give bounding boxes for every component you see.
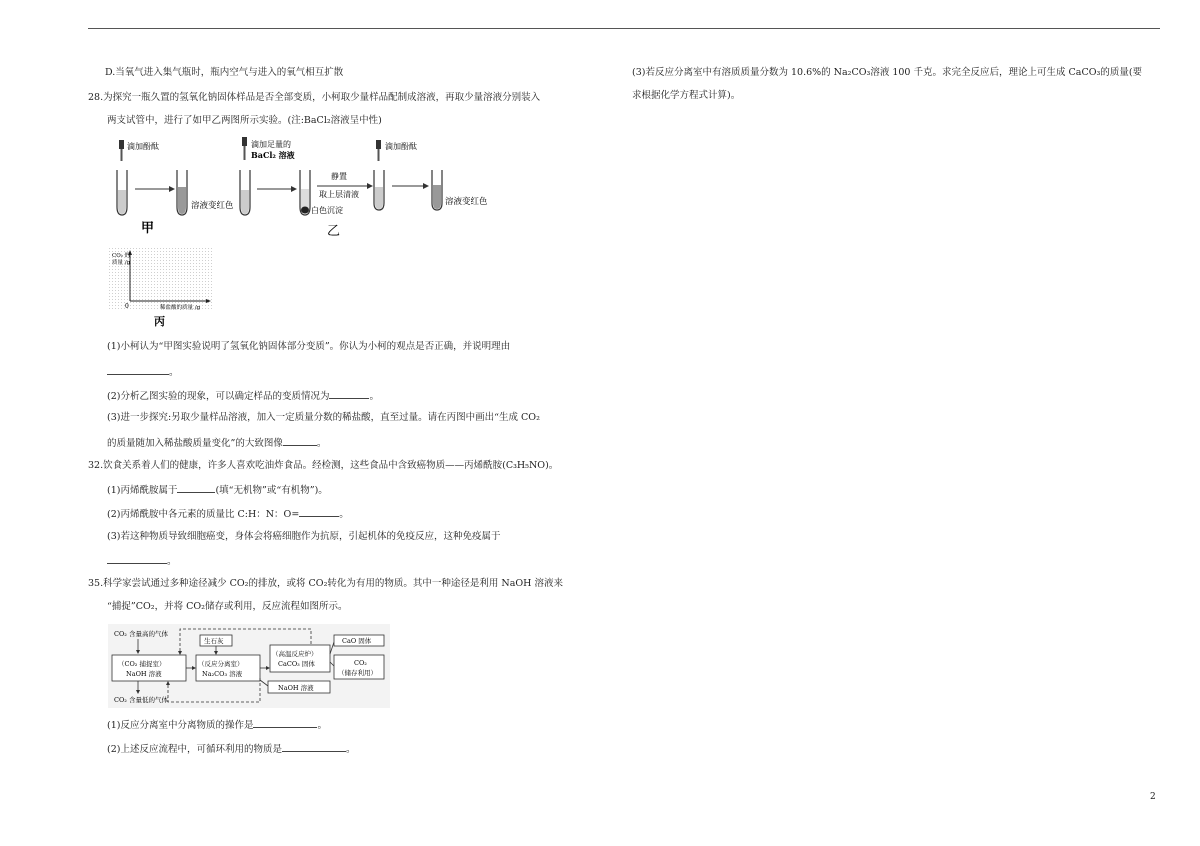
arrow-icon: [135, 186, 175, 192]
flow-naoh: NaOH 溶液: [278, 684, 314, 692]
q35-stem-line2: “捕捉”CO₂，并将 CO₂储存或利用，反应流程如图所示。: [107, 601, 348, 612]
flow-cao: CaO 固体: [342, 637, 372, 645]
flow-input-gas: CO₂ 含量高的气体: [114, 630, 168, 638]
bing-caption: 丙: [154, 315, 165, 328]
answer-blank[interactable]: [177, 483, 215, 493]
jia-dropper-label: 滴加酚酞: [127, 142, 159, 151]
y-axis-label-2: 质量 /g: [112, 260, 131, 266]
q28-part2: (2)分析乙图实验的现象，可以确定样品的变质情况为 。: [107, 391, 379, 402]
q35-flow-diagram: [108, 624, 390, 708]
answer-blank[interactable]: [253, 718, 317, 728]
test-tube-icon: [432, 170, 442, 210]
answer-blank[interactable]: [329, 389, 369, 399]
q28-figure-jia-yi: [105, 135, 505, 239]
answer-blank[interactable]: [283, 436, 317, 446]
page-number: 2: [1150, 792, 1156, 802]
q28-part1-answer: 。: [107, 365, 179, 379]
q32-part3: (3)若这种物质导致细胞癌变，身体会将癌细胞作为抗原，引起机体的免疫反应，这种免疫属于: [107, 531, 501, 542]
flow-sep-2: Na₂CO₃ 溶液: [202, 670, 243, 678]
origin-label: 0: [125, 303, 129, 310]
answer-blank[interactable]: [107, 554, 167, 564]
dropper-icon: [242, 137, 247, 160]
arrow-icon: [257, 186, 297, 192]
flow-furnace-2: CaCO₃ 固体: [278, 660, 315, 668]
answer-blank[interactable]: [107, 365, 169, 375]
test-tube-icon: [374, 170, 384, 210]
q32-part2: (2)丙烯酰胺中各元素的质量比 C:H：N：O= 。: [107, 509, 349, 520]
q32-stem: 32.饮食关系着人们的健康，许多人喜欢吃油炸食品。经检测，这些食品中含致癌物质——丙烯酰胺(C₃H₅NO)。: [88, 460, 559, 471]
yi-caption: 乙: [327, 224, 341, 239]
q28-stem-line2: 两支试管中，进行了如甲乙两图所示实验。(注:BaCl₂溶液呈中性): [107, 115, 382, 126]
flow-lime: 生石灰: [204, 637, 224, 645]
yi-dropper1-label-2: BaCl₂ 溶液: [251, 150, 295, 160]
yi-precipitate: 白色沉淀: [311, 206, 343, 215]
test-tube-icon: [117, 170, 127, 215]
q35-part2: (2)上述反应流程中，可循环利用的物质是 。: [107, 744, 356, 755]
q35-part3-line1: (3)若反应分离室中有溶质质量分数为 10.6%的 Na₂CO₃溶液 100 千克。求完全反应后，理论上可生成 CaCO₃的质量(要: [632, 67, 1143, 78]
test-tube-icon: [300, 170, 310, 215]
arrow-icon: [317, 183, 373, 189]
q32-part3-answer: 。: [107, 554, 177, 568]
yi-arrow-top: 静置: [331, 172, 347, 181]
flow-sep-1: （反应分离室）: [198, 660, 244, 668]
q35-stem-line1: 35.科学家尝试通过多种途径减少 CO₂的排放，或将 CO₂转化为有用的物质。其中一种途径是利用 NaOH 溶液来: [88, 578, 563, 589]
dropper-icon: [119, 140, 124, 161]
test-tube-icon: [240, 170, 250, 215]
header-rule: [88, 28, 1160, 29]
yi-result: 溶液变红色: [445, 197, 488, 207]
q35-part1: (1)反应分离室中分离物质的操作是 。: [107, 720, 327, 731]
q28-figure-bing: [108, 247, 218, 329]
flow-output-gas: CO₂ 含量低的气体: [114, 696, 168, 704]
x-axis-label: 稀盐酸的质量 /g: [160, 305, 201, 311]
jia-caption: 甲: [141, 221, 155, 236]
q28-stem-line1: 28.为探究一瓶久置的氢氧化钠固体样品是否全部变质，小柯取少量样品配制成溶液，再取少量溶液分别装入: [88, 92, 541, 103]
jia-result: 溶液变红色: [191, 201, 234, 211]
flow-co2-1: CO₂: [354, 659, 367, 667]
test-tube-icon: [177, 170, 187, 215]
q35-part3-line2: 求根据化学方程式计算)。: [632, 90, 741, 101]
yi-arrow-bottom: 取上层清液: [319, 190, 359, 199]
flow-capture-2: NaOH 溶液: [126, 670, 162, 678]
flow-co2-2: （储存利用）: [338, 669, 377, 677]
answer-blank[interactable]: [282, 742, 346, 752]
q32-part1: (1)丙烯酰胺属于 (填“无机物”或“有机物”)。: [107, 485, 328, 496]
yi-dropper2-label: 滴加酚酞: [385, 142, 417, 151]
flow-furnace-1: （高温反应炉）: [272, 650, 318, 658]
q28-part3-line1: (3)进一步探究:另取少量样品溶液，加入一定质量分数的稀盐酸，直至过量。请在丙图中画出“生成 CO₂: [107, 412, 540, 423]
y-axis-label-1: CO₂ 的: [112, 253, 131, 259]
option-d: D.当氧气进入集气瓶时，瓶内空气与进入的氧气相互扩散: [105, 67, 344, 78]
dropper-icon: [376, 140, 381, 161]
q28-part3-line2: 的质量随加入稀盐酸质量变化”的大致图像 。: [107, 438, 327, 449]
yi-dropper1-label-1: 滴加足量的: [251, 140, 291, 149]
flow-capture-1: （CO₂ 捕捉室）: [118, 660, 166, 668]
arrow-icon: [392, 183, 429, 189]
q28-part1: (1)小柯认为“甲图实验说明了氢氧化钠固体部分变质”。你认为小柯的观点是否正确，并说明理由: [107, 341, 511, 352]
answer-blank[interactable]: [299, 507, 339, 517]
